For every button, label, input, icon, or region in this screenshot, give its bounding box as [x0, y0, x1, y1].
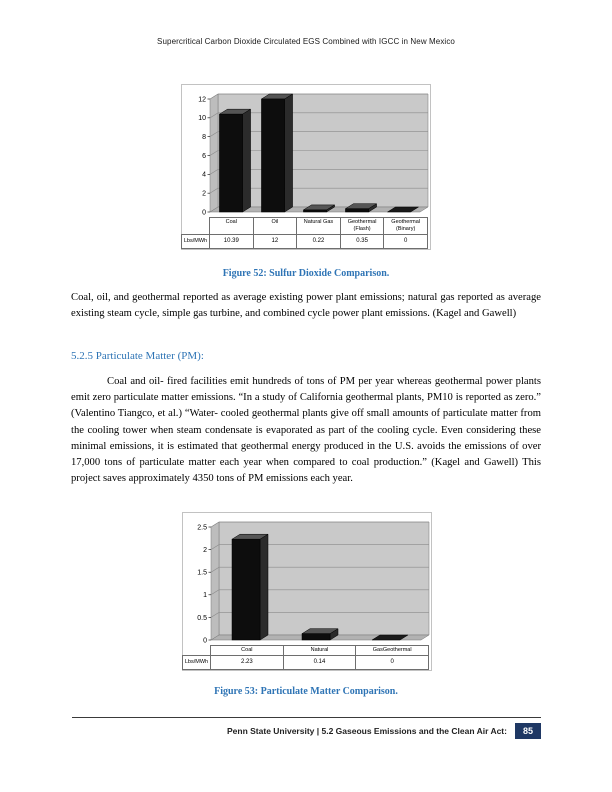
- svg-text:8: 8: [202, 134, 206, 142]
- svg-text:0: 0: [203, 637, 207, 645]
- value-cell: 0: [383, 234, 428, 249]
- figure52-category-row: [182, 217, 428, 235]
- value-cell: 2.23: [210, 655, 284, 670]
- svg-text:0: 0: [202, 209, 206, 217]
- figure52-value-row: [182, 235, 428, 249]
- value-cell: 10.39: [209, 234, 254, 249]
- svg-text:2: 2: [203, 547, 207, 554]
- figure53-caption: Figure 53: Particulate Matter Comparison.: [214, 686, 398, 697]
- value-cell: 0.35: [340, 234, 385, 249]
- figure53-chart: [182, 512, 432, 671]
- category-cell: Geothermal (Binary): [383, 217, 428, 235]
- svg-text:6: 6: [202, 152, 206, 160]
- page-footer: [72, 723, 541, 739]
- figure52-caption: Figure 52: Sulfur Dioxide Comparison.: [222, 268, 390, 279]
- category-cell: Oil: [253, 217, 298, 235]
- category-cell: Coal: [209, 217, 254, 235]
- category-cell: Natural Gas: [296, 217, 341, 235]
- svg-text:2.5: 2.5: [197, 524, 207, 532]
- svg-text:0.5: 0.5: [197, 614, 207, 622]
- page-number-badge: 85: [515, 723, 541, 739]
- figure53-plot: [183, 516, 433, 645]
- value-cell: 0.14: [283, 655, 357, 670]
- figure52-chart: [181, 84, 431, 250]
- paragraph-emissions-note: Coal, oil, and geothermal reported as average existing power plant emissions; natural gas reported as average existing steam cycle, simple gas turbine, and combined cycle power plant emissions. (Kagel and Gawell): [71, 292, 541, 320]
- table-spacer: [182, 217, 210, 235]
- svg-text:1: 1: [203, 592, 207, 600]
- svg-text:1.5: 1.5: [197, 569, 207, 577]
- category-cell: Coal: [210, 645, 284, 656]
- figure53-value-row: [183, 656, 429, 670]
- svg-text:4: 4: [202, 171, 206, 179]
- svg-text:2: 2: [202, 190, 206, 198]
- value-cell: 0.22: [296, 234, 341, 249]
- category-cell: GasGeothermal: [355, 645, 429, 656]
- category-cell: Natural: [283, 645, 357, 656]
- category-cell: Geothermal (Flash): [340, 217, 385, 235]
- svg-text:10: 10: [198, 115, 206, 123]
- footer-divider: [72, 717, 541, 718]
- svg-text:12: 12: [198, 96, 206, 104]
- section-heading-particulate-matter: 5.2.5 Particulate Matter (PM):: [71, 350, 204, 362]
- value-cell: 0: [355, 655, 429, 670]
- running-header: Supercritical Carbon Dioxide Circulated EGS Combined with IGCC in New Mexico: [157, 37, 455, 46]
- paragraph-particulate-matter: Coal and oil- fired facilities emit hundreds of tons of PM per year whereas geothermal power plants emit zero particulate matter emissions. “In a study of California geothermal plants, PM10 is reported as zero.” (Valentino Tiangco, et al.) “Water- cooled geothermal plants give off small amounts of particulate matter from the cooling tower when steam condensate is evaporated as part of the cooling cycle. Even considering these minimal emissions, it is estimated that geothermal energy produced in the U.S. avoids the emissions of over 17,000 tons of particulate matter each year when compared to coal production.” (Kagel and Gawell) This project saves approximately 4350 tons of PM emissions each year.: [71, 376, 541, 485]
- value-cell: 12: [253, 234, 298, 249]
- footer-text: Penn State University | 5.2 Gaseous Emissions and the Clean Air Act:: [227, 726, 507, 736]
- value-row-label: Lbs/MWh: [181, 234, 210, 249]
- value-row-label: Lbs/MWh: [182, 655, 211, 670]
- figure52-plot: [182, 88, 432, 217]
